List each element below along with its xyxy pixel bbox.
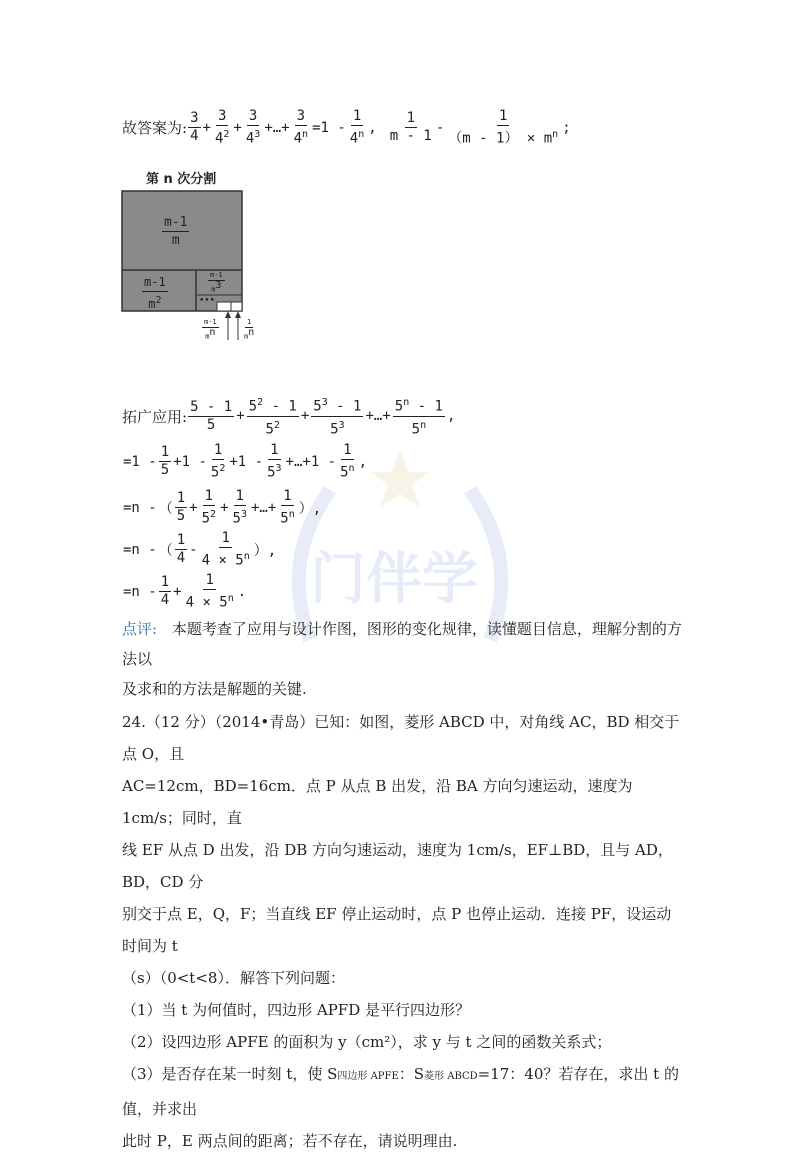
frac: $\frac{3}{4^2}$: [214, 108, 230, 147]
frac: $\frac{1}{4 \times 5^n}$: [185, 572, 234, 611]
comment-block: [122, 614, 682, 704]
extension-line-4: =n - （ $\frac{1}{4}$ - $\frac{1}{4 \times 5^n}$ ）,: [123, 530, 277, 569]
frac: $\frac{1}{5^3}$: [232, 488, 247, 527]
extension-line-2: =1 - $\frac{1}{5}$ +1 - $\frac{1}{5^2}$ +1 - $\frac{1}{5^3}$ +…+1 - $\frac{1}{5^n}$ ,: [123, 442, 368, 481]
comment-label: 点评:: [122, 620, 158, 638]
extension-line-3: =n - （ $\frac{1}{5}$ + $\frac{1}{5^2}$ + $\frac{1}{5^3}$ +…+ $\frac{1}{5^n}$ ）,: [123, 488, 322, 527]
question-24: [122, 706, 682, 1157]
comment-text-1: 本题考查了应用与设计作图，图形的变化规律，读懂题目信息，理解分割的方法以: [122, 620, 682, 668]
question-line-1: 24.（12 分）（2014•青岛）已知：如图，菱形 ABCD 中，对角线 AC，BD 相交于点 O，且: [122, 713, 680, 763]
small-fraction: $\frac{m-1}{m^3}$: [210, 271, 223, 294]
frac: $\frac{1}{5}$: [176, 490, 186, 525]
frac: $\frac{3}{4}$: [190, 110, 199, 145]
question-part-3: （3）是否存在某一时刻 t，使 S四边形 APFE：S菱形 ABCD=17：40？若存在，求出 t 的值，并求出: [122, 1065, 679, 1118]
big-fraction: $\frac{m-1}{m}$: [164, 215, 188, 248]
frac: $\frac{1}{5^3}$: [267, 442, 282, 481]
comment-text-2: 及求和的方法是解题的关键.: [122, 680, 307, 698]
frac: $\frac{5^3 - 1}{5^3}$: [311, 394, 363, 438]
frac: $\frac{1}{m - 1}$: [389, 110, 432, 145]
question-line-4: 别交于点 E，Q，F；当直线 EF 停止运动时，点 P 也停止运动．连接 PF，设运动时间为 t: [122, 905, 672, 955]
frac: $\frac{3}{4^n}$: [293, 108, 309, 147]
watermark-text: 门伴学: [310, 547, 478, 612]
question-line-5: （s）（0<t<8）．解答下列问题：: [122, 969, 345, 987]
frac: $\frac{1}{5^n}$: [280, 488, 295, 527]
question-part-1: （1）当 t 为何值时，四边形 APFD 是平行四边形？: [122, 1001, 471, 1019]
frac: $\frac{5 - 1}{5}$: [190, 398, 233, 433]
question-line-3: 线 EF 从点 D 出发，沿 DB 方向匀速运动，速度为 1cm/s，EF⊥BD，且与 AD，BD，CD 分: [122, 841, 673, 891]
mid-fraction: $\frac{m-1}{m^2}$: [144, 275, 166, 311]
answer-prefix: 故答案为:: [122, 119, 188, 138]
dots: •••: [199, 296, 215, 306]
frac: $\frac{5^2 - 1}{5^2}$: [247, 394, 299, 438]
frac: $\frac{1}{5}$: [160, 444, 170, 479]
figure-title: 第 n 次分割: [146, 172, 217, 187]
question-part-2: （2）设四边形 APFE 的面积为 y（cm²），求 y 与 t 之间的函数关系式；: [122, 1033, 612, 1051]
division-diagram: [121, 190, 246, 342]
frac: $\frac{1}{5^2}$: [210, 442, 226, 481]
frac: $\frac{1}{4 \times 5^n}$: [201, 530, 250, 569]
extension-line-1: 拓广应用: $\frac{5 - 1}{5}$ + $\frac{5^2 - 1}{5^2}$ + $\frac{5^3 - 1}{5^3}$ +…+ $\frac{5^n - 1}{5^n}$ ,: [122, 394, 456, 438]
frac: $\frac{1}{4}$: [160, 574, 170, 609]
question-part-3-cont: 此时 P，E 两点间的距离；若不存在，请说明理由.: [122, 1132, 458, 1150]
frac: $\frac{1}{4}$: [176, 532, 186, 567]
division-figure: [121, 190, 255, 342]
answer-line: 故答案为: $\frac{3}{4}$ + $\frac{3}{4^2}$ + $\frac{3}{4^3}$ +…+ $\frac{3}{4^n}$ =1 - $\frac{1}{4^n}$ , $\frac{1}{m - 1}$ - $\frac{1}{(m - 1) \times m^n}$ ;: [122, 108, 571, 147]
arrow-left-fraction: $\frac{m-1}{m^n}$: [204, 318, 217, 341]
frac: $\frac{1}{5^2}$: [201, 488, 217, 527]
extension-line-5: =n - $\frac{1}{4}$ + $\frac{1}{4 \times 5^n}$ .: [123, 572, 247, 611]
question-line-2: AC=12cm，BD=16cm．点 P 从点 B 出发，沿 BA 方向匀速运动，速度为 1cm/s；同时，直: [122, 777, 633, 827]
arrow-right-fraction: $\frac{1}{m^n}$: [244, 318, 255, 341]
frac: $\frac{5^n - 1}{5^n}$: [393, 394, 445, 438]
rhs-one: =1 -: [312, 119, 346, 136]
frac: $\frac{1}{4^n}$: [349, 108, 365, 147]
frac: $\frac{1}{5^n}$: [340, 442, 355, 481]
frac: $\frac{3}{4^3}$: [245, 108, 261, 147]
frac: $\frac{1}{(m - 1) \times m^n}$: [448, 108, 559, 147]
